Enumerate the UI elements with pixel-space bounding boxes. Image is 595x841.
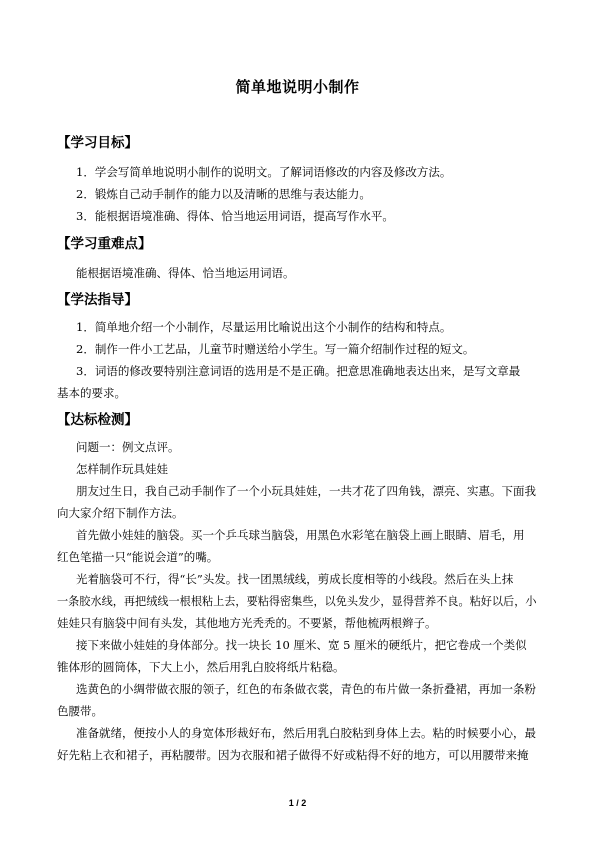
assessment-line: 一条胶水线，再把绒线一根根粘上去，要粘得密集些，以免头发少，显得营养不良。粘好以后，小 — [57, 594, 537, 608]
section-heading-key-points: 【学习重难点】 — [57, 236, 152, 252]
page-number: 1 / 2 — [288, 798, 307, 808]
assessment-line: 朋友过生日，我自己动手制作了一个小玩具娃娃，一共才花了四角钱，漂亮、实惠。下面我 — [76, 484, 536, 498]
assessment-line: 接下来做小娃娃的身体部分。找一块长 10 厘米、宽 5 厘米的硬纸片，把它卷成一个类似 — [76, 638, 527, 652]
assessment-line: 好先粘上衣和裙子，再粘腰带。因为衣服和裙子做得不好或粘得不好的地方，可以用腰带来掩 — [57, 748, 529, 762]
example-title: 怎样制作玩具娃娃 — [76, 462, 168, 476]
assessment-line: 向大家介绍下制作方法。 — [57, 506, 184, 520]
objective-item: 1．学会写简单地说明小制作的说明文。了解词语修改的内容及修改方法。 — [76, 165, 452, 179]
assessment-line: 选黄色的小绸带做衣服的领子，红色的布条做衣裳，青色的布片做一条折叠裙，再加一条粉 — [76, 682, 536, 696]
assessment-line: 色腰带。 — [57, 704, 103, 718]
section-heading-method: 【学法指导】 — [57, 292, 138, 308]
assessment-line: 准备就绪，便按小人的身宽体形裁好布，然后用乳白胶粘到身体上去。粘的时候要小心，最 — [76, 726, 536, 740]
method-item: 1．简单地介绍一个小制作，尽量运用比喻说出这个小制作的结构和特点。 — [76, 320, 452, 334]
section-heading-assessment: 【达标检测】 — [57, 412, 138, 428]
assessment-line: 娃娃只有脑袋中间有头发，其他地方光秃秃的。不要紧，帮他梳两根辫子。 — [57, 616, 437, 630]
objective-item: 3．能根据语境准确、得体、恰当地运用词语，提高写作水平。 — [76, 209, 394, 223]
document-title: 简单地说明小制作 — [235, 78, 360, 96]
assessment-line: 光着脑袋可不行，得“长”头发。找一团黑绒线，剪成长度相等的小线段。然后在头上抹 — [76, 572, 514, 586]
assessment-line: 首先做小娃娃的脑袋。买一个乒乓球当脑袋，用黑色水彩笔在脑袋上画上眼睛、眉毛，用 — [76, 528, 525, 542]
section-heading-objectives: 【学习目标】 — [57, 135, 138, 151]
method-item: 2．制作一件小工艺品，儿童节时赠送给小学生。写一篇介绍制作过程的短文。 — [76, 342, 475, 356]
method-item: 3．词语的修改要特别注意词语的选用是不是正确。把意思准确地表达出来，是写文章最 — [76, 364, 521, 378]
assessment-line: 锥体形的圆筒体，下大上小，然后用乳白胶将纸片粘稳。 — [57, 660, 345, 674]
method-item-continued: 基本的要求。 — [57, 386, 126, 400]
key-points-text: 能根据语境准确、得体、恰当地运用词语。 — [76, 266, 295, 280]
objective-item: 2．锻炼自己动手制作的能力以及清晰的思维与表达能力。 — [76, 187, 371, 201]
assessment-line: 红色笔描一只“能说会道”的嘴。 — [57, 550, 219, 564]
assessment-line: 问题一：例文点评。 — [76, 440, 180, 454]
